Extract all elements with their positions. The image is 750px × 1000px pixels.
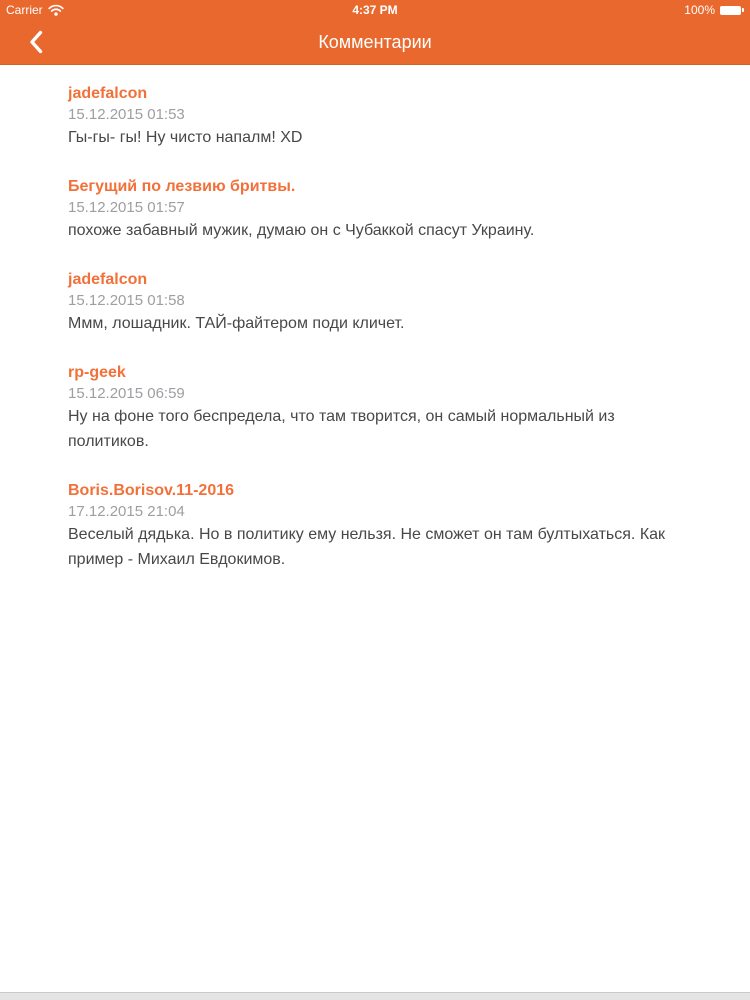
comment-timestamp: 15.12.2015 01:53 <box>68 106 185 123</box>
page-title: Комментарии <box>318 32 432 52</box>
comment-item <box>68 176 690 243</box>
comment-text: похоже забавный мужик, думаю он с Чубаккой спасут Украину. <box>68 222 535 239</box>
comment-author[interactable]: jadefalcon <box>68 271 148 288</box>
status-bar-center <box>0 3 750 17</box>
chevron-left-icon <box>29 30 43 54</box>
battery-nub <box>742 8 744 12</box>
comment-author[interactable]: Boris.Borisov.11-2016 <box>68 482 235 499</box>
comment-timestamp: 17.12.2015 21:04 <box>68 503 185 520</box>
comments-list <box>68 83 690 572</box>
comment-author[interactable]: rp-geek <box>68 364 126 381</box>
comment-item <box>68 83 690 150</box>
wifi-icon <box>48 4 64 16</box>
comment-author[interactable]: Бегущий по лезвию бритвы. <box>68 178 296 195</box>
battery-percent-label: 100% <box>684 3 715 17</box>
comment-timestamp: 15.12.2015 01:57 <box>68 199 185 216</box>
status-bar-right <box>684 3 744 17</box>
comment-text: Гы-гы- гы! Ну чисто напалм! XD <box>68 129 303 146</box>
time-label: 4:37 PM <box>352 3 398 17</box>
comment-item <box>68 269 690 336</box>
comment-author[interactable]: jadefalcon <box>68 85 148 102</box>
comment-text: Веселый дядька. Но в политику ему нельзя. Не сможет он там бултыхаться. Как пример - Михаил Евдокимов. <box>68 526 666 568</box>
comment-item <box>68 362 690 454</box>
comment-text: Ммм, лошадник. ТАЙ-файтером поди кличет. <box>68 315 405 332</box>
bottom-strip <box>0 992 750 1000</box>
carrier-label: Carrier <box>6 3 43 17</box>
comment-timestamp: 15.12.2015 01:58 <box>68 292 185 309</box>
comment-timestamp: 15.12.2015 06:59 <box>68 385 185 402</box>
nav-bar <box>0 20 750 65</box>
status-bar <box>0 0 750 20</box>
status-bar-left <box>6 3 64 17</box>
back-button[interactable] <box>16 24 56 60</box>
comments-scroll[interactable] <box>0 65 750 992</box>
comment-text: Ну на фоне того беспредела, что там творится, он самый нормальный из политиков. <box>68 408 615 450</box>
battery-body <box>720 6 741 15</box>
comment-item <box>68 480 690 572</box>
battery-icon <box>720 6 744 15</box>
